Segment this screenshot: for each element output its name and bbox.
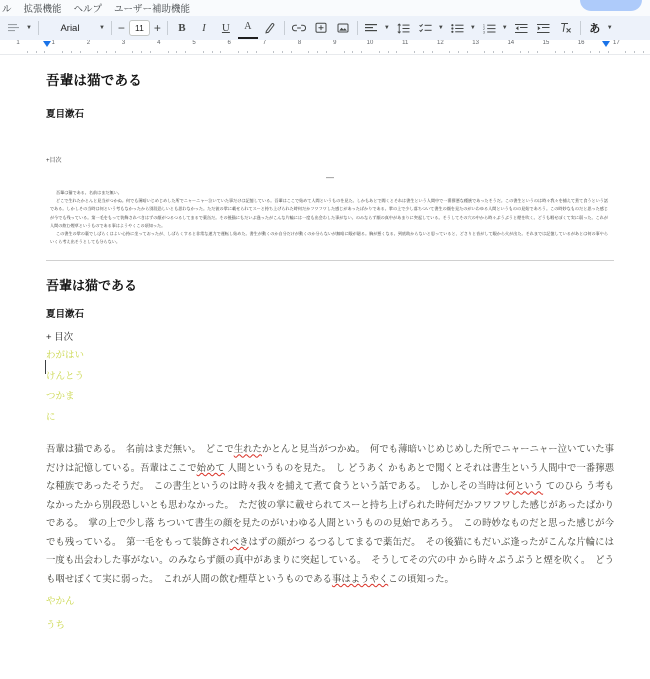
font-family-select[interactable]: Arial — [60, 22, 80, 34]
insert-image-icon[interactable] — [332, 18, 354, 38]
spellcheck-span: 始めて — [196, 461, 225, 473]
ruler-tick — [141, 51, 142, 53]
ruler-tick — [634, 51, 635, 53]
font-size-decrease-icon[interactable]: − — [117, 21, 125, 35]
right-indent-marker[interactable] — [602, 41, 610, 47]
clear-formatting-icon[interactable] — [555, 18, 577, 38]
ruler-tick — [396, 51, 397, 53]
bulleted-list-dropdown-icon[interactable]: ▼ — [469, 25, 476, 31]
ruler-tick — [80, 51, 81, 53]
ruler-tick — [176, 51, 177, 53]
ruler-tick — [379, 51, 380, 53]
ruler-tick — [256, 51, 257, 53]
ruler-number: 17 — [613, 40, 620, 46]
ruler-number: 1 — [16, 40, 20, 46]
author-name: 夏目漱石 — [46, 109, 85, 120]
ruler-tick — [564, 51, 565, 53]
ruler-tick — [608, 51, 609, 53]
ruler-tick — [590, 51, 591, 53]
increase-indent-icon[interactable] — [533, 18, 555, 38]
ruler-tick — [106, 51, 107, 53]
ruler-tick — [502, 51, 503, 53]
ruler-tick — [203, 51, 204, 53]
italic-icon[interactable]: I — [202, 22, 206, 34]
list-item: つかま — [46, 391, 75, 403]
ruler-number: 4 — [157, 40, 161, 46]
ruler-number: 11 — [402, 40, 409, 46]
page-title: 吾輩は猫である — [46, 73, 142, 88]
ruler-tick — [238, 51, 239, 53]
ruler-tick — [62, 51, 63, 53]
ruler-tick — [27, 51, 28, 53]
ruler-number: 13 — [472, 40, 479, 46]
kana-list-top — [46, 351, 614, 422]
section-title: 吾輩は猫である — [46, 278, 138, 294]
ruler-tick — [361, 51, 362, 53]
svg-text:3: 3 — [483, 29, 486, 34]
ruler-track — [0, 40, 650, 54]
ruler-tick — [273, 51, 274, 53]
font-size-stepper — [115, 20, 164, 36]
section-author: 夏目漱石 — [46, 309, 85, 321]
ruler-tick — [220, 51, 221, 53]
ruler-tick — [115, 51, 116, 53]
menu-help[interactable]: ヘルプ — [73, 4, 103, 15]
ruler-number: 6 — [227, 40, 231, 46]
body-paragraph — [46, 440, 614, 588]
list-item: うち — [46, 619, 66, 631]
ruler-tick — [36, 51, 37, 53]
checklist-icon[interactable] — [415, 18, 437, 38]
paragraph: この書生の掌の裏でしばらくはよい心持に坐っておったが、しばらくすると非常な速力で運転し始めた。書生が動くのか自分だけが動くのか分らないが無暗に眼が廻る。胸が悪くなる。到底助からないと思っていると、どさりと音がして眼から火が出た。それまでは記憶しているがあとは何の事やらいくら考え出そうとしても分らない。 — [50, 231, 608, 245]
ruler-tick — [97, 51, 98, 53]
toolbar-divider — [167, 21, 168, 35]
japanese-input-icon[interactable]: あ — [589, 23, 601, 35]
spellcheck-span: 何という — [505, 480, 544, 492]
ruler-tick — [291, 51, 292, 53]
line-spacing-icon[interactable] — [393, 18, 415, 38]
ruler-number: 16 — [577, 40, 585, 46]
bold-icon[interactable]: B — [178, 22, 186, 34]
ruler-tick — [625, 51, 626, 53]
ruler-tick — [484, 51, 485, 53]
ruler-number: 7 — [262, 40, 267, 46]
menu-extensions[interactable]: 拡張機能 — [23, 4, 62, 15]
numbered-list-dropdown-icon[interactable]: ▼ — [501, 25, 508, 31]
body-text-span: てのひら う考もなかったから別段恐しいとも思わなかった。 ただ彼の掌に載せられてスーと持ち上げられた時何だかフワフワした感じがあったばかりである。 掌の上で少し落 ちついて書生の顔を見たのがいわゆる人間というものの見始であろう。 この時妙なものだと思った感じが今でも残っている。 第一毛をもって装飾され — [46, 480, 614, 547]
ruler-tick — [388, 51, 389, 53]
ruler-tick — [528, 51, 529, 53]
spellcheck-span: べき — [229, 535, 249, 547]
ruler-tick — [414, 51, 415, 53]
ruler-tick — [132, 51, 133, 53]
list-item: けんとう — [46, 370, 85, 382]
ruler-tick — [317, 51, 318, 53]
list-item: やかん — [46, 596, 75, 608]
ruler-tick — [247, 51, 248, 53]
ruler-tick — [212, 51, 213, 53]
svg-text:2: 2 — [483, 26, 486, 31]
align-dropdown-icon[interactable]: ▼ — [383, 25, 390, 31]
small-text-block — [46, 189, 614, 246]
toc-toggle[interactable]: +目次 — [46, 158, 62, 164]
formatting-toolbar — [0, 16, 650, 40]
insert-link-icon[interactable] — [288, 18, 310, 38]
document-page[interactable] — [0, 55, 650, 679]
ruler-tick — [555, 51, 556, 53]
ruler-number: 3 — [121, 40, 126, 46]
body-text-span: かとんと見当がつかぬ。 何でも薄暗いじめじめした所でニャーニャー泣いていた事だけは記憶している。吾輩はここで — [46, 443, 614, 473]
ruler-tick — [449, 51, 450, 53]
ruler-tick — [643, 51, 644, 53]
kana-list-bottom — [46, 597, 614, 630]
ruler-number: 8 — [297, 40, 302, 46]
checklist-dropdown-icon[interactable]: ▼ — [437, 25, 444, 31]
underline-icon[interactable]: U — [221, 22, 230, 34]
numbered-list-icon[interactable] — [479, 18, 501, 38]
ruler-tick — [185, 51, 186, 53]
body-text-span: 吾輩は猫である。 名前はまだ無い。 どこで — [46, 443, 234, 455]
list-item: わがはい — [46, 350, 85, 362]
toolbar-divider — [111, 21, 112, 35]
list-item: に — [46, 411, 56, 423]
ruler-number: 15 — [542, 40, 550, 46]
menu-tools-partial[interactable]: ル — [2, 4, 12, 15]
ruler-tick — [150, 51, 151, 53]
body-text-span: はずの顔がつ るつるしてまるで薬缶だ。 その後猫にもだいぶ逢ったがこんな片輪には一度も出会わした事がない。のみならず顔の真中があまりに突起している。 そうしてその穴の中 から時々ぷうぷうと煙を吹く。 どうも咽せぽくて実に弱った。 これが人間の飲む煙草というものである — [46, 535, 614, 584]
section-toc-toggle[interactable]: + 目次 — [46, 332, 74, 344]
ruler-number: 9 — [333, 40, 337, 46]
ruler-number: 14 — [507, 40, 515, 46]
bulleted-list-icon[interactable] — [447, 18, 469, 38]
body-text-span: 人間というものを見た。 し どうあく かもあとで聞くとそれは書生という人間中で一番獰悪な種族であったそうだ。 この書生というのは時々我々を捕えて煮て食うという話である。 しかしその当時は — [46, 461, 614, 492]
ruler-number: 10 — [366, 40, 374, 46]
toolbar-divider — [357, 21, 358, 35]
ruler-tick — [493, 51, 494, 53]
svg-text:1: 1 — [483, 22, 486, 27]
ruler-tick — [282, 51, 283, 53]
highlight-pen-icon[interactable] — [259, 18, 281, 38]
toolbar-divider — [284, 21, 285, 35]
ruler-tick — [326, 51, 327, 53]
ruler[interactable] — [0, 40, 650, 55]
ruler-tick — [344, 51, 345, 53]
japanese-input-dropdown-icon[interactable]: ▼ — [606, 25, 613, 31]
font-dropdown-icon[interactable]: ▼ — [98, 25, 105, 31]
ruler-tick — [44, 51, 45, 53]
decrease-indent-icon[interactable] — [511, 18, 533, 38]
ruler-tick — [467, 51, 468, 53]
body-text-span: この頃知った。 — [388, 572, 454, 584]
ruler-tick — [458, 51, 459, 53]
ruler-tick — [599, 51, 600, 53]
spellcheck-span: 事はようやく — [331, 572, 389, 584]
share-button[interactable] — [580, 0, 642, 11]
menu-bar — [0, 0, 650, 16]
align-icon[interactable] — [361, 18, 383, 38]
menu-accessibility[interactable]: ユーザー補助機能 — [114, 4, 191, 15]
styles-icon[interactable] — [3, 18, 25, 38]
spellcheck-span: 生れた — [233, 443, 262, 455]
ruler-tick — [352, 51, 353, 53]
left-indent-marker[interactable] — [43, 41, 51, 47]
ruler-tick — [168, 51, 169, 53]
text-cursor — [45, 360, 46, 374]
font-size-input[interactable]: 11 — [129, 20, 150, 36]
styles-dropdown-icon[interactable]: ▼ — [26, 25, 32, 31]
toolbar-divider — [38, 21, 39, 35]
ruler-number: 1 — [51, 40, 55, 46]
font-size-increase-icon[interactable]: + — [153, 21, 161, 35]
ruler-tick — [537, 51, 538, 53]
ruler-tick — [423, 51, 424, 53]
ruler-number: 2 — [86, 40, 91, 46]
ruler-tick — [520, 51, 521, 53]
ruler-tick — [572, 51, 573, 53]
ruler-tick — [308, 51, 309, 53]
paragraph: 吾輩は猫である。名前はまだ無い。 — [56, 190, 122, 195]
text-color-icon[interactable]: A — [237, 17, 259, 40]
paragraph: どこで生れたかとんと見当がつかぬ。何でも薄暗いじめじめした所でニャーニャー泣いていた事だけは記憶している。吾輩はここで始めて人間というものを見た。しかもあとで聞くとそれは書生という人間中で一番獰悪な種族であったそうだ。この書生というのは時々我々を捕えて煮て食うという話である。しかしその当時は何という考もなかったから別段恐しいとも思わなかった。ただ彼の掌に載せられてスーと持ち上げられた時何だかフワフワした感じがあったばかりである。掌の上で少し落ちついて書生の顔を見たのがいわゆる人間というものの見始であろう。この時妙なものだと思った感じが今でも残っている。第一毛をもって装飾されべきはずの顔がつるつるしてまるで薬缶だ。その後猫にもだいぶ逢ったがこんな片輪には一度も出会わした事がない。のみならず顔の真中があまりに突起している。そうしてその穴の中から時々ぷうぷうと煙を吹く。どうも咽せぽくて実に弱った。これが人間の飲む煙草というものである事はようやくこの頃知った。 — [50, 198, 608, 228]
toolbar-divider — [580, 21, 581, 35]
section-dash: — — [326, 173, 334, 182]
ruler-tick — [71, 51, 72, 53]
ruler-number: 12 — [437, 40, 444, 46]
ruler-tick — [432, 51, 433, 53]
document-body — [0, 55, 650, 630]
add-comment-icon[interactable] — [310, 18, 332, 38]
ruler-number: 5 — [192, 40, 196, 46]
